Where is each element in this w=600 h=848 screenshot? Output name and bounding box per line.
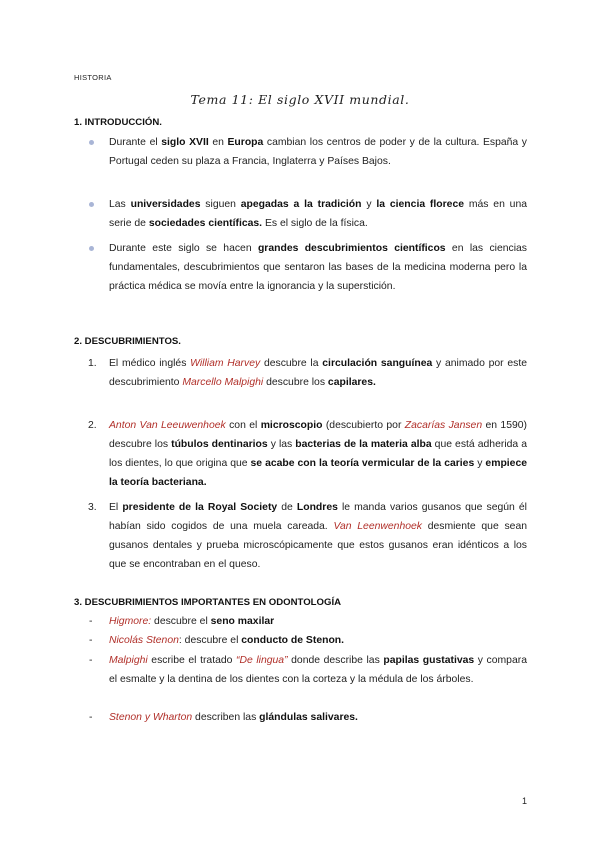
list-number: 2. <box>88 420 97 431</box>
bullet-dot <box>89 140 94 145</box>
dash-marker: - <box>89 712 93 723</box>
page-number: 1 <box>521 796 527 806</box>
odontology-item-4: Stenon y Wharton describen las glándulas salivares. <box>109 712 358 723</box>
section-heading-odontologia: 3. DESCUBRIMIENTOS IMPORTANTES EN ODONTOLOGÍA <box>74 597 342 608</box>
intro-paragraph-3: Durante este siglo se hacen grandes descubrimientos científicos en las ciencias fundamentales, descubrimientos que sentaron las bases de la medicina moderna pero la práctica médica se movía entre la ignorancia y la superstición. <box>109 243 527 292</box>
odontology-item-1: Higmore: descubre el seno maxilar <box>109 616 275 627</box>
dash-marker: - <box>89 635 93 646</box>
odontology-item-2: Nicolás Stenon: descubre el conducto de Stenon. <box>109 635 345 646</box>
intro-paragraph-2: Las universidades siguen apegadas a la tradición y la ciencia florece más en una serie de sociedades científicas. Es el siglo de la física. <box>109 199 528 229</box>
discovery-item-1: El médico inglés William Harvey descubre la circulación sanguínea y animado por este descubrimiento Marcello Malpighi descubre los capilares. <box>109 358 528 388</box>
odontology-item-3: Malpighi escribe el tratado “De lingua” donde describe las papilas gustativas y compara el esmalte y la dentina de los dientes con la corteza y la médula de los árboles. <box>109 655 527 685</box>
bullet-dot <box>89 246 94 251</box>
discovery-item-3: El presidente de la Royal Society de Londres le manda varios gusanos que según él habían sido cogidos de una muela careada. Van Leenwenhoek desmiente que sean gusanos dentales y prueba microscópicamente que estos gusanos eran idénticos a los que se encontraban en el queso. <box>109 502 527 570</box>
section-heading-descubrimientos: 2. DESCUBRIMIENTOS. <box>74 336 181 347</box>
section-heading-introduccion: 1. INTRODUCCIÓN. <box>74 117 162 128</box>
list-number: 1. <box>88 358 97 369</box>
bullet-dot <box>89 202 94 207</box>
dash-marker: - <box>89 616 93 627</box>
discovery-item-2: Anton Van Leeuwenhoek con el microscopio (descubierto por Zacarías Jansen en 1590) descubre los túbulos dentinarios y las bacterias de la materia alba que está adherida a los dientes, lo que origina que se acabe con la teoría vermicular de la caries y empiece la teoría bacteriana. <box>109 420 528 488</box>
page-header: HISTORIA <box>74 73 112 82</box>
intro-paragraph-1: Durante el siglo XVII en Europa cambian los centros de poder y de la cultura. España y Portugal ceden su plaza a Francia, Inglaterra y Países Bajos. <box>109 137 527 167</box>
dash-marker: - <box>89 655 93 666</box>
list-number: 3. <box>88 502 97 513</box>
page-title: Tema 11: El siglo XVII mundial. <box>190 92 410 107</box>
